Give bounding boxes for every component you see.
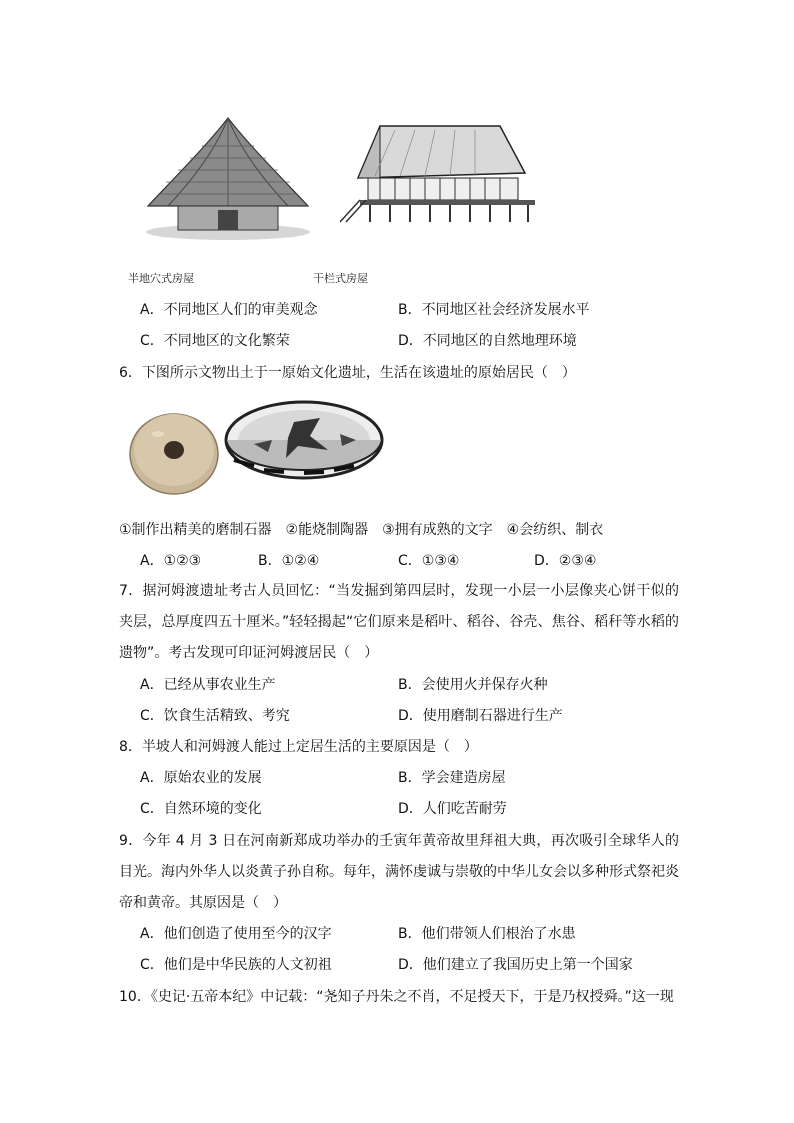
- q8-option-b[interactable]: B．学会建造房屋: [398, 770, 506, 786]
- q6-option-c[interactable]: C．①③④: [398, 553, 460, 569]
- q7-stem: 7．据河姆渡遗址考古人员回忆：“当发掘到第四层时，发现一小层一小层像夹心饼干似的夹层，总厚度四五十厘米。”轻轻揭起“它们原来是稻叶、稻谷、谷壳、焦谷、稻秆等水稻的遗物”。考古发现可印证河姆渡居民（ ）: [119, 583, 679, 661]
- q8-option-d[interactable]: D．人们吃苦耐劳: [398, 801, 507, 817]
- q5-option-a[interactable]: A．不同地区人们的审美观念: [140, 302, 318, 318]
- q9-option-d[interactable]: D．他们建立了我国历史上第一个国家: [398, 957, 633, 973]
- q8-stem: 8．半坡人和河姆渡人能过上定居生活的主要原因是（ ）: [119, 739, 478, 755]
- q9-option-c[interactable]: C．他们是中华民族的人文初祖: [140, 957, 332, 973]
- q5-option-b[interactable]: B．不同地区社会经济发展水平: [398, 302, 590, 318]
- q8-option-a[interactable]: A．原始农业的发展: [140, 770, 262, 786]
- q10-stem: 10．《史记·五帝本纪》中记载：“尧知子丹朱之不肖，不足授天下，于是乃权授舜。”这一现: [119, 989, 674, 1005]
- caption-banxue-house: 半地穴式房屋: [128, 272, 194, 285]
- q7-option-a[interactable]: A．已经从事农业生产: [140, 677, 276, 693]
- painted-pottery-bowl-image: [224, 400, 384, 496]
- q6-option-d[interactable]: D．②③④: [534, 553, 597, 569]
- q9-option-b[interactable]: B．他们带领人们根治了水患: [398, 926, 576, 942]
- spindle-whorl-image: [128, 404, 220, 496]
- banxue-house-image: [138, 114, 318, 244]
- ganlan-house-image: [340, 118, 540, 228]
- q5-option-d[interactable]: D．不同地区的自然地理环境: [398, 333, 577, 349]
- figure-houses: [120, 108, 540, 248]
- q5-option-c[interactable]: C．不同地区的文化繁荣: [140, 333, 290, 349]
- caption-ganlan-house: 干栏式房屋: [313, 272, 368, 285]
- q6-stem: 6．下图所示文物出土于一原始文化遗址，生活在该遗址的原始居民（ ）: [119, 365, 576, 381]
- q7-option-d[interactable]: D．使用磨制石器进行生产: [398, 708, 563, 724]
- q9-option-a[interactable]: A．他们创造了使用至今的汉字: [140, 926, 332, 942]
- q6-statements: ①制作出精美的磨制石器 ②能烧制陶器 ③拥有成熟的文字 ④会纺织、制衣: [119, 522, 604, 538]
- q7-option-b[interactable]: B．会使用火并保存火种: [398, 677, 548, 693]
- q8-option-c[interactable]: C．自然环境的变化: [140, 801, 262, 817]
- figure-artifacts: [128, 398, 388, 498]
- q7-option-c[interactable]: C．饮食生活精致、考究: [140, 708, 290, 724]
- q6-option-a[interactable]: A．①②③: [140, 553, 202, 569]
- q6-option-b[interactable]: B．①②④: [258, 553, 320, 569]
- q9-stem: 9．今年 4 月 3 日在河南新郑成功举办的壬寅年黄帝故里拜祖大典，再次吸引全球华人的目光。海内外华人以炎黄子孙自称。每年，满怀虔诚与崇敬的中华儿女会以多种形式祭祀炎帝和黄帝。其原因是（ ）: [119, 833, 679, 911]
